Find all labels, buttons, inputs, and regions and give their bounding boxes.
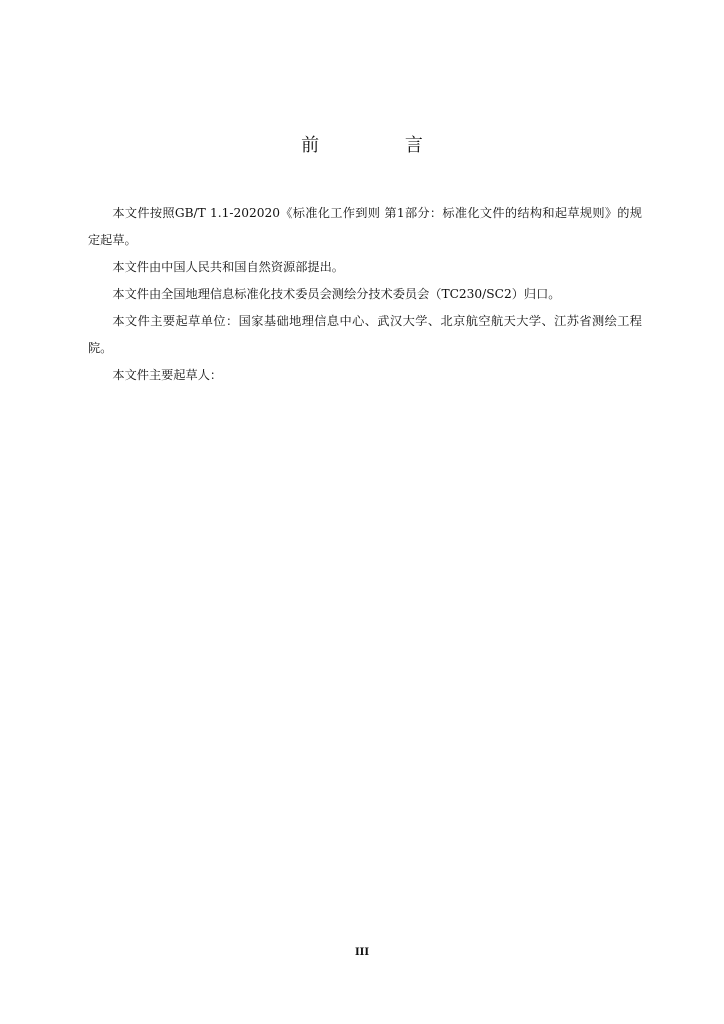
paragraph-drafters: 本文件主要起草人： <box>112 368 223 382</box>
paragraph-administrator: 本文件由全国地理信息标准化技术委员会测绘分技术委员会（TC230/SC2）归口。 <box>112 287 561 301</box>
foreword-body <box>88 200 642 389</box>
paragraph-proposer: 本文件由中国人民共和国自然资源部提出。 <box>112 260 344 274</box>
paragraph-drafting-units: 本文件主要起草单位：国家基础地理信息中心、武汉大学、北京航空航天大学、江苏省测绘工程院。 <box>88 314 642 355</box>
page-title: 前 言 <box>301 135 463 156</box>
paragraph-drafting-rules: 本文件按照GB/T 1.1-202020《标准化工作到则 第1部分：标准化文件的结构和起草规则》的规定起草。 <box>88 206 642 247</box>
page-number: III <box>354 947 370 958</box>
